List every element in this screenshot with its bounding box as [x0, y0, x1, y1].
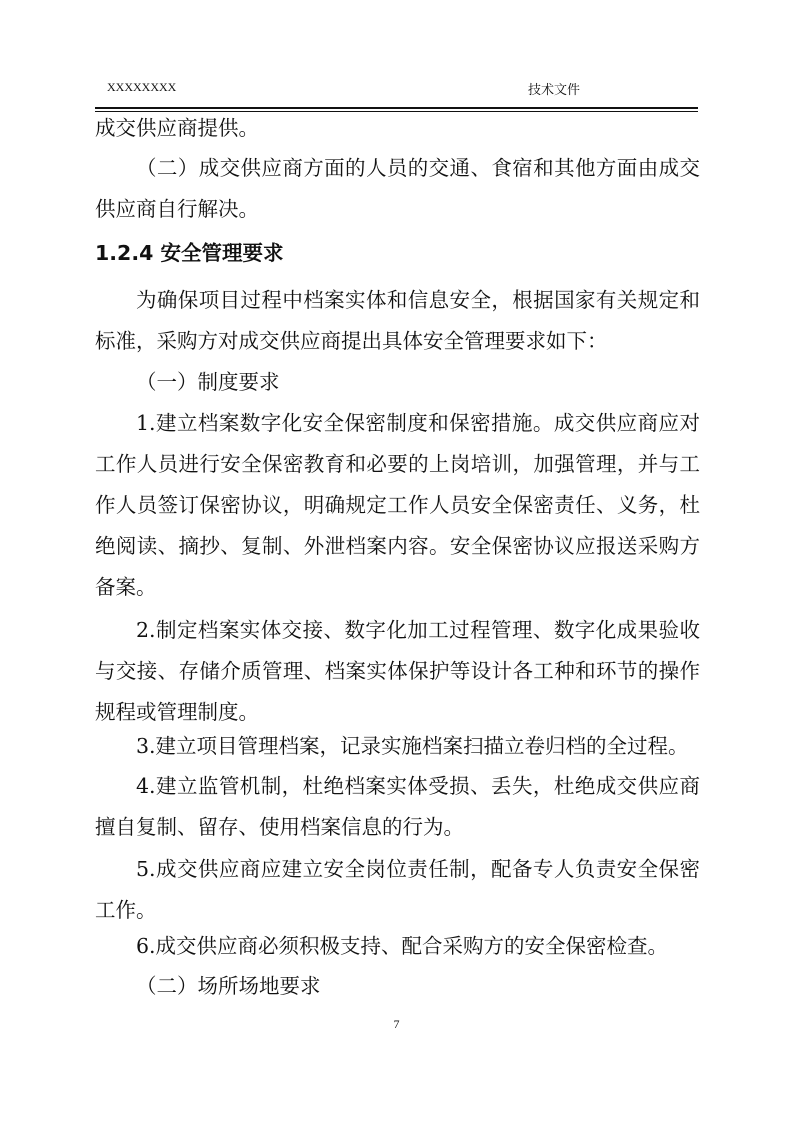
text-line: 作人员签订保密协议，明确规定工作人员安全保密责任、义务，杜 [95, 493, 700, 517]
header-right-text: 技术文件 [528, 83, 581, 98]
text-line: 与交接、存储介质管理、档案实体保护等设计各工种和环节的操作 [95, 659, 700, 683]
text-line: 1.建立档案数字化安全保密制度和保密措施。成交供应商应对 [136, 411, 700, 435]
paragraph [95, 148, 700, 230]
page-number: 7 [393, 1017, 400, 1031]
paragraph [95, 108, 700, 149]
text-line: 标准，采购方对成交供应商提出具体安全管理要求如下： [95, 329, 608, 353]
text-line: 擅自复制、留存、使用档案信息的行为。 [95, 815, 464, 839]
text-line: 4.建立监管机制，杜绝档案实体受损、丢失，杜绝成交供应商 [136, 774, 700, 798]
text-line: 成交供应商提供。 [95, 116, 259, 140]
text-line: 备案。 [95, 575, 157, 599]
text-line: （二）成交供应商方面的人员的交通、食宿和其他方面由成交 [136, 156, 700, 180]
paragraph [95, 610, 700, 733]
text-line: 工作人员进行安全保密教育和必要的上岗培训，加强管理，并与工 [95, 452, 700, 476]
text-line: 5.成交供应商应建立安全岗位责任制，配备专人负责安全保密 [136, 857, 700, 881]
text-line: 1.2.4 安全管理要求 [95, 241, 284, 265]
paragraph [95, 280, 700, 362]
paragraph [95, 849, 700, 931]
text-line: 6.成交供应商必须积极支持、配合采购方的安全保密检查。 [136, 934, 669, 958]
paragraph [95, 926, 700, 967]
paragraph [95, 766, 700, 848]
paragraph [95, 403, 700, 608]
text-line: （二）场所场地要求 [136, 974, 321, 998]
text-line: （一）制度要求 [136, 370, 280, 394]
paragraph [95, 362, 700, 403]
paragraph [95, 966, 700, 1007]
text-line: 工作。 [95, 898, 157, 922]
text-line: 为确保项目过程中档案实体和信息安全，根据国家有关规定和 [136, 288, 700, 312]
section-heading [95, 233, 700, 274]
text-line: 规程或管理制度。 [95, 700, 259, 724]
text-line: 供应商自行解决。 [95, 197, 259, 221]
header-left-text: XXXXXXXX [107, 80, 177, 94]
paragraph [95, 726, 700, 767]
text-line: 2.制定档案实体交接、数字化加工过程管理、数字化成果验收 [136, 618, 700, 642]
text-line: 绝阅读、摘抄、复制、外泄档案内容。安全保密协议应报送采购方 [95, 534, 700, 558]
text-line: 3.建立项目管理档案，记录实施档案扫描立卷归档的全过程。 [136, 734, 689, 758]
